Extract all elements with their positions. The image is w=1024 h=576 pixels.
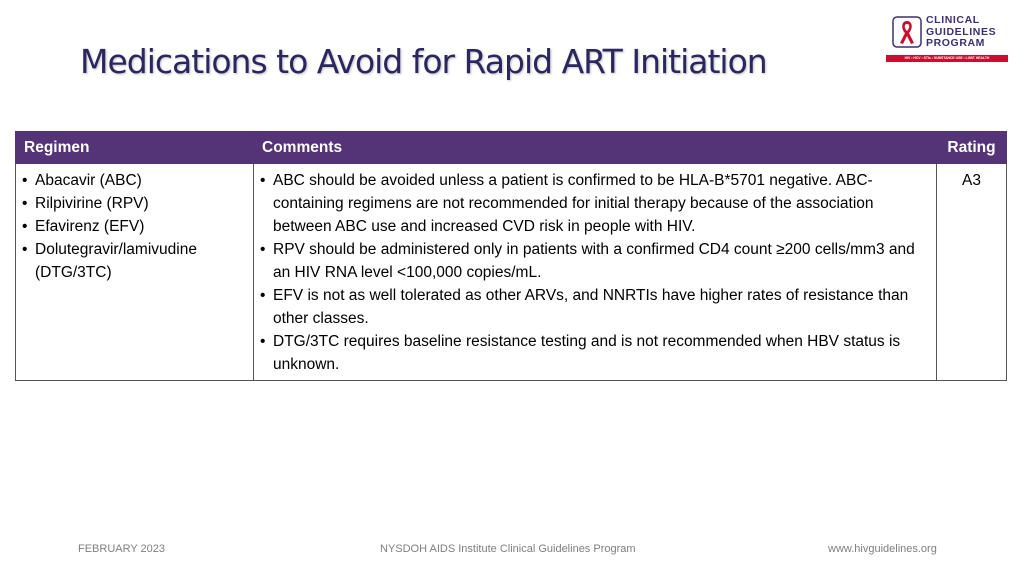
- footer-url[interactable]: www.hivguidelines.org: [828, 543, 937, 555]
- list-item: • ABC should be avoided unless a patient is confirmed to be HLA-B*5701 negative. ABC-containing regimens are not recommended for initial therapy because of the association between ABC use and increased CVD risk in people with HIV.: [260, 169, 930, 238]
- list-item: • RPV should be administered only in patients with a confirmed CD4 count ≥200 cells/mm3 and an HIV RNA level <100,000 copies/mL.: [260, 238, 930, 284]
- regimen-list: [22, 169, 247, 284]
- slide-title: Medications to Avoid for Rapid ART Initiation: [80, 42, 767, 81]
- list-item: • Efavirenz (EFV): [22, 215, 247, 238]
- footer-program: NYSDOH AIDS Institute Clinical Guidelines Program: [380, 543, 636, 555]
- list-item: • Abacavir (ABC): [22, 169, 247, 192]
- logo-tagline: HIV • HCV • STIs • SUBSTANCE USE • LGBT HEALTH: [886, 55, 1008, 62]
- table-header-row: [16, 132, 1007, 164]
- list-item: • Rilpivirine (RPV): [22, 192, 247, 215]
- list-item: • Dolutegravir/lamivudine (DTG/3TC): [22, 238, 247, 284]
- table-row: [16, 164, 1007, 381]
- clinical-guidelines-program-logo: [886, 14, 1008, 64]
- header-comments: Comments: [254, 132, 937, 164]
- logo-line-2: GUIDELINES: [926, 25, 997, 38]
- red-ribbon-icon: [892, 16, 922, 48]
- list-item: • EFV is not as well tolerated as other ARVs, and NNRTIs have higher rates of resistance than other classes.: [260, 284, 930, 330]
- logo-line-3: PROGRAM: [926, 37, 986, 49]
- logo-line-1: CLINICAL: [926, 14, 980, 26]
- header-regimen: Regimen: [16, 132, 254, 164]
- comments-list: [260, 169, 930, 376]
- medications-table: [15, 131, 1007, 381]
- logo-text: [926, 15, 996, 50]
- header-rating: Rating: [937, 132, 1007, 164]
- rating-cell: A3: [937, 164, 1007, 381]
- regimen-cell: [16, 164, 254, 381]
- list-item: • DTG/3TC requires baseline resistance testing and is not recommended when HBV status is unknown.: [260, 330, 930, 376]
- comments-cell: [254, 164, 937, 381]
- footer-date: FEBRUARY 2023: [78, 543, 166, 555]
